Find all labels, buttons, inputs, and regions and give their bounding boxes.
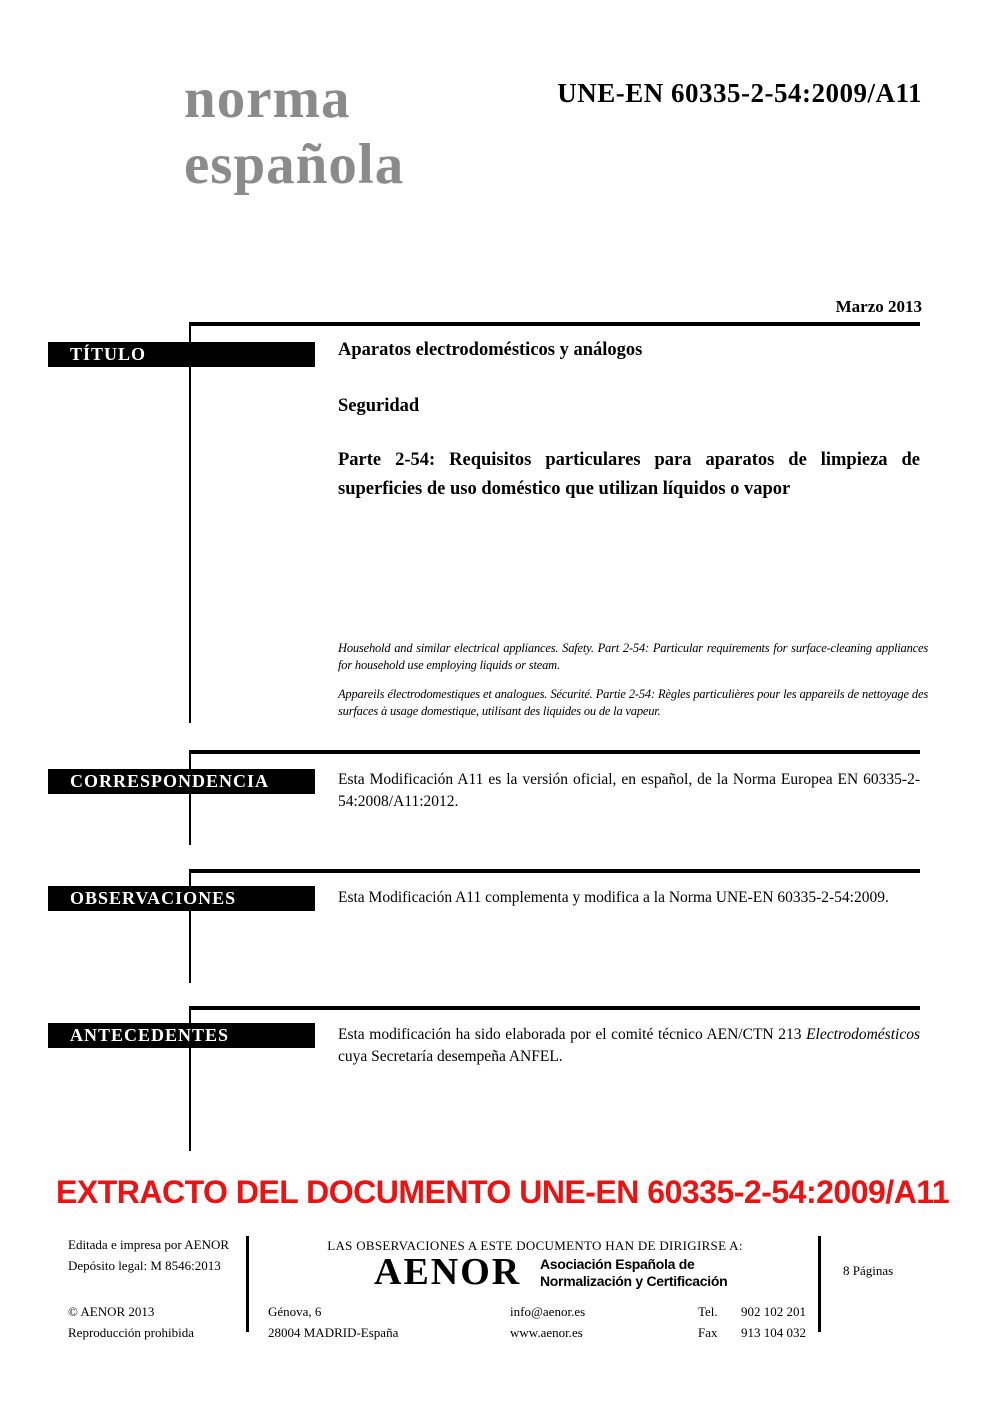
antecedentes-top-rule	[189, 1006, 920, 1010]
aenor-logo: AENOR	[374, 1251, 522, 1293]
title-english: Household and similar electrical appliances. Safety. Part 2-54: Particular requirements for surface-cleaning appliances for household use employing liquids or steam.	[338, 641, 928, 672]
footer-email: info@aenor.es	[510, 1304, 586, 1319]
observaciones-text: Esta Modificación A11 complementa y modifica a la Norma UNE-EN 60335-2-54:2009.	[338, 889, 889, 906]
footer-page-count: 8 Páginas	[843, 1263, 894, 1278]
aenor-subtitle-line-2: Normalización y Certificación	[540, 1273, 728, 1289]
footer-website: www.aenor.es	[510, 1325, 583, 1340]
titulo-top-rule	[189, 322, 920, 326]
antecedentes-label-bar	[48, 1023, 315, 1048]
correspondencia-text: Esta Modificación A11 es la versión oficial, en español, de la Norma Europea EN 60335-2-54:2008/A11:2012.	[338, 771, 920, 810]
footer-divider-right	[818, 1236, 821, 1332]
footer-fax-row	[698, 1325, 806, 1341]
footer-telephone-row	[698, 1304, 806, 1320]
antecedentes-text-suffix: cuya Secretaría desempeña ANFEL.	[338, 1048, 563, 1065]
aenor-subtitle-line-1: Asociación Española de	[540, 1256, 695, 1272]
footer-tel-label: Tel.	[698, 1304, 718, 1319]
antecedentes-committee-name: Electrodomésticos	[806, 1026, 920, 1043]
title-line-2: Seguridad	[338, 396, 420, 416]
correspondencia-top-rule	[189, 750, 920, 754]
observaciones-label: OBSERVACIONES	[70, 888, 237, 908]
footer-divider-left	[246, 1236, 249, 1332]
footer-address-street: Génova, 6	[268, 1304, 322, 1319]
footer-legal-deposit: Depósito legal: M 8546:2013	[68, 1258, 221, 1273]
footer-copyright: © AENOR 2013	[68, 1304, 155, 1319]
titulo-vertical-rule	[189, 322, 191, 723]
antecedentes-label: ANTECEDENTES	[70, 1025, 230, 1045]
publication-date: Marzo 2013	[835, 297, 922, 316]
footer-edited-by: Editada e impresa por AENOR	[68, 1237, 230, 1252]
antecedentes-text	[338, 1024, 920, 1068]
extracto-banner: EXTRACTO DEL DOCUMENTO UNE-EN 60335-2-54:2009/A11	[56, 1174, 950, 1210]
title-line-3: Parte 2-54: Requisitos particulares para aparatos de limpieza de superficies de uso doméstico que utilizan líquidos o vapor	[338, 450, 920, 499]
footer-notice: LAS OBSERVACIONES A ESTE DOCUMENTO HAN DE DIRIGIRSE A:	[327, 1238, 743, 1253]
footer-reproduction: Reproducción prohibida	[68, 1325, 194, 1340]
aenor-logo-subtitle	[540, 1256, 727, 1290]
footer-address-city: 28004 MADRID-España	[268, 1325, 399, 1340]
footer-fax-label: Fax	[698, 1325, 718, 1340]
titulo-label-bar	[48, 342, 315, 367]
titulo-label: TÍTULO	[70, 344, 147, 364]
title-french: Appareils électrodomestiques et analogues. Sécurité. Partie 2-54: Règles particulières pour les appareils de nettoyage des surfaces à usage domestique, utilisant des liquides ou de la vapeur.	[338, 687, 928, 718]
footer-tel-value: 902 102 201	[741, 1304, 806, 1319]
antecedentes-text-prefix: Esta modificación ha sido elaborada por el comité técnico AEN/CTN 213	[338, 1026, 807, 1043]
correspondencia-label: CORRESPONDENCIA	[70, 771, 270, 791]
correspondencia-label-bar	[48, 769, 315, 794]
logo-line-2: española	[184, 133, 405, 196]
footer-fax-value: 913 104 032	[741, 1325, 806, 1340]
title-line-1: Aparatos electrodomésticos y análogos	[338, 340, 643, 360]
logo-line-1: norma	[184, 67, 351, 130]
correspondencia-vertical-rule	[189, 750, 191, 845]
document-number: UNE-EN 60335-2-54:2009/A11	[557, 78, 922, 108]
observaciones-top-rule	[189, 869, 920, 873]
norma-espanola-logo	[184, 66, 404, 198]
observaciones-label-bar	[48, 886, 315, 911]
